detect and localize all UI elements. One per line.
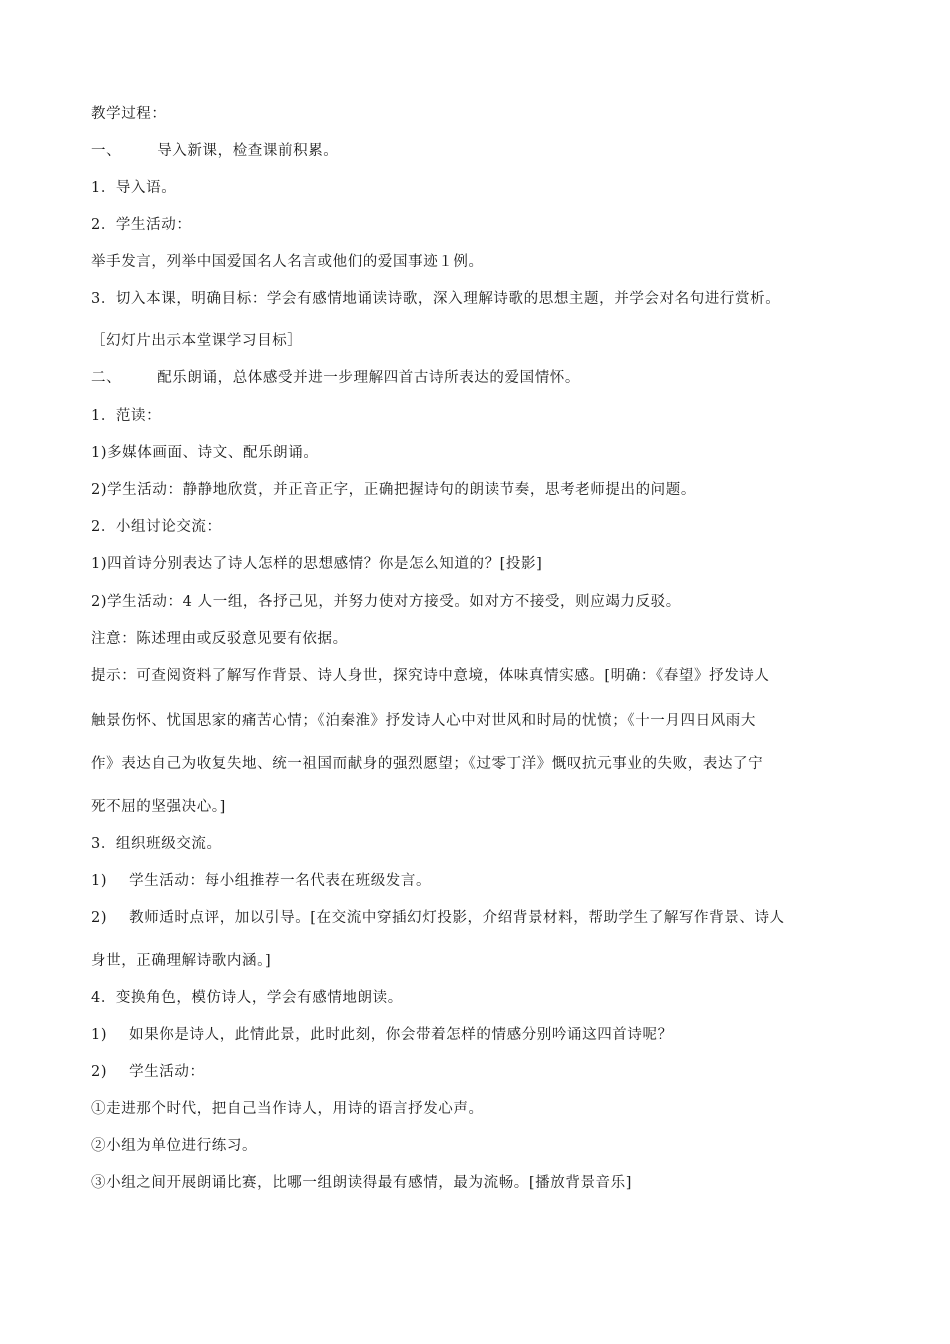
list-item bbox=[91, 1062, 205, 1082]
paragraph: 举手发言，列举中国爱国名人名言或他们的爱国事迹１例。 bbox=[91, 254, 484, 270]
list-item: ①走进那个时代，把自己当作诗人，用诗的语言抒发心声。 bbox=[91, 1101, 484, 1117]
paragraph: 1)四首诗分别表达了诗人怎样的思想感情？你是怎么知道的？[投影] bbox=[91, 556, 543, 572]
paragraph: 身世，正确理解诗歌内涵。] bbox=[91, 953, 272, 969]
paragraph: 1．导入语。 bbox=[91, 180, 177, 196]
paragraph: 触景伤怀、忧国思家的痛苦心情；《泊秦淮》抒发诗人心中对世风和时局的忧愤；《十一月四日风雨大 bbox=[91, 713, 756, 729]
list-item: ③小组之间开展朗诵比赛，比哪一组朗读得最有感情，最为流畅。[播放背景音乐] bbox=[91, 1175, 633, 1191]
paragraph: 2．小组讨论交流： bbox=[91, 519, 222, 535]
section-two-title bbox=[91, 368, 580, 388]
paragraph: 1．范读： bbox=[91, 408, 162, 424]
paragraph: 3．切入本课，明确目标：学会有感情地诵读诗歌，深入理解诗歌的思想主题，并学会对名句进行赏析。 bbox=[91, 291, 781, 307]
section-one-title bbox=[91, 141, 338, 161]
paragraph: 死不屈的坚强决心。] bbox=[91, 799, 226, 815]
section-number: 二、 bbox=[91, 370, 122, 386]
list-text: 学生活动：每小组推荐一名代表在班级发言。 bbox=[129, 873, 432, 889]
list-text: 学生活动： bbox=[129, 1064, 205, 1080]
paragraph: 提示：可查阅资料了解写作背景、诗人身世，探究诗中意境，体味真情实感。[明确：《春望》抒发诗人 bbox=[91, 668, 770, 684]
paragraph: ［幻灯片出示本堂课学习目标］ bbox=[91, 333, 303, 349]
list-number: 1) bbox=[91, 1027, 108, 1043]
paragraph: 注意：陈述理由或反驳意见要有依据。 bbox=[91, 631, 348, 647]
paragraph: 作》表达自己为收复失地、统一祖国而献身的强烈愿望；《过零丁洋》慨叹抗元事业的失败，表达了宁 bbox=[91, 756, 764, 772]
paragraph: 2)学生活动：静静地欣赏，并正音正字，正确把握诗句的朗读节奏，思考老师提出的问题。 bbox=[91, 482, 696, 498]
list-text: 如果你是诗人，此情此景，此时此刻，你会带着怎样的情感分别吟诵这四首诗呢？ bbox=[129, 1027, 673, 1043]
section-number: 一、 bbox=[91, 143, 122, 159]
paragraph: 2．学生活动： bbox=[91, 217, 192, 233]
list-text: 教师适时点评，加以引导。[在交流中穿插幻灯投影，介绍背景材料，帮助学生了解写作背景、诗人 bbox=[129, 910, 785, 926]
heading-teaching-process: 教学过程： bbox=[91, 106, 167, 122]
list-item: ②小组为单位进行练习。 bbox=[91, 1138, 258, 1154]
paragraph: 2)学生活动：4 人一组，各抒己见，并努力使对方接受。如对方不接受，则应竭力反驳。 bbox=[91, 594, 681, 610]
list-number: 2) bbox=[91, 910, 108, 926]
section-text: 配乐朗诵，总体感受并进一步理解四首古诗所表达的爱国情怀。 bbox=[157, 370, 581, 386]
list-item bbox=[91, 908, 785, 928]
list-item bbox=[91, 1025, 673, 1045]
paragraph: 3．组织班级交流。 bbox=[91, 836, 222, 852]
section-text: 导入新课，检查课前积累。 bbox=[157, 143, 339, 159]
paragraph: 4．变换角色，模仿诗人，学会有感情地朗读。 bbox=[91, 990, 403, 1006]
paragraph: 1)多媒体画面、诗文、配乐朗诵。 bbox=[91, 445, 319, 461]
list-number: 2) bbox=[91, 1064, 108, 1080]
list-number: 1) bbox=[91, 873, 108, 889]
list-item bbox=[91, 871, 431, 891]
